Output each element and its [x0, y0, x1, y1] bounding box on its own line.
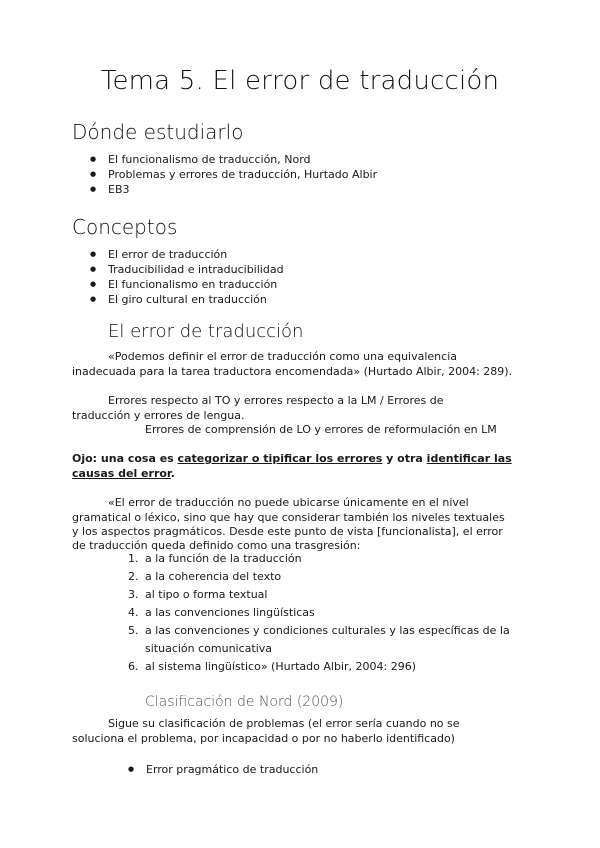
list-item: ● Problemas y errores de traducción, Hurtado Albir: [90, 167, 377, 182]
heading-conceptos: Conceptos: [72, 215, 178, 239]
list-item: 1. a la función de la traducción: [128, 552, 302, 565]
list-item: 5. a las convenciones y condiciones culturales y las específicas de la situación comunicativa: [128, 624, 510, 655]
quote2-line3: y los aspectos pragmáticos. Desde este punto de vista [funcionalista], el error: [72, 525, 503, 538]
ojo-categorizar-link: categorizar o tipificar los errores: [177, 452, 383, 465]
errores-line3: Errores de comprensión de LO y errores de reformulación en LM: [145, 423, 497, 436]
page-title: Tema 5. El error de traducción: [100, 66, 500, 96]
errores-line2: traducción y errores de lengua.: [72, 409, 245, 422]
ojo-note-line1: Ojo: una cosa es categorizar o tipificar los errores y otra identificar las: [72, 452, 512, 465]
quote2-line1: «El error de traducción no puede ubicarse únicamente en el nivel: [108, 496, 469, 509]
list-item: ● Error pragmático de traducción: [128, 762, 318, 777]
list-item: ● El funcionalismo de traducción, Nord: [90, 152, 377, 167]
heading-clasificacion-nord: Clasificación de Nord (2009): [145, 694, 344, 710]
list-item: ● El funcionalismo en traducción: [90, 277, 284, 292]
list-item: ● Traducibilidad e intraducibilidad: [90, 262, 284, 277]
quote1-line1: «Podemos definir el error de traducción como una equivalencia: [108, 350, 457, 363]
list-item: ● El error de traducción: [90, 247, 284, 262]
errores-line1: Errores respecto al TO y errores respecto a la LM / Errores de: [108, 394, 444, 407]
quote1-line2: inadecuada para la tarea traductora encomendada» (Hurtado Albir, 2004: 289).: [72, 365, 513, 378]
donde-list: [90, 152, 377, 197]
list-item: ● EB3: [90, 182, 377, 197]
heading-donde-estudiarlo: Dónde estudiarlo: [72, 120, 244, 144]
list-item: 3. al tipo o forma textual: [128, 588, 268, 601]
list-item: 6. al sistema lingüístico» (Hurtado Albir, 2004: 296): [128, 660, 416, 673]
list-item: 4. a las convenciones lingüísticas: [128, 606, 315, 619]
list-item: ● El giro cultural en traducción: [90, 292, 284, 307]
quote2-line2: gramatical o léxico, sino que hay que considerar también los niveles textuales: [72, 511, 505, 524]
nord-list: [128, 762, 318, 777]
nord-para-line2: soluciona el problema, por incapacidad o por no haberlo identificado): [72, 732, 455, 745]
quote2-line4: de traducción queda definido como una trasgresión:: [72, 539, 361, 552]
ojo-identificar-link: identificar las: [426, 452, 512, 465]
ojo-note-line2: causas del error.: [72, 467, 175, 480]
heading-error-traduccion: El error de traducción: [108, 321, 304, 342]
nord-para-line1: Sigue su clasificación de problemas (el error sería cuando no se: [108, 717, 460, 730]
list-item: 2. a la coherencia del texto: [128, 570, 282, 583]
trasgresion-list: [128, 550, 510, 676]
conceptos-list: [90, 247, 284, 307]
